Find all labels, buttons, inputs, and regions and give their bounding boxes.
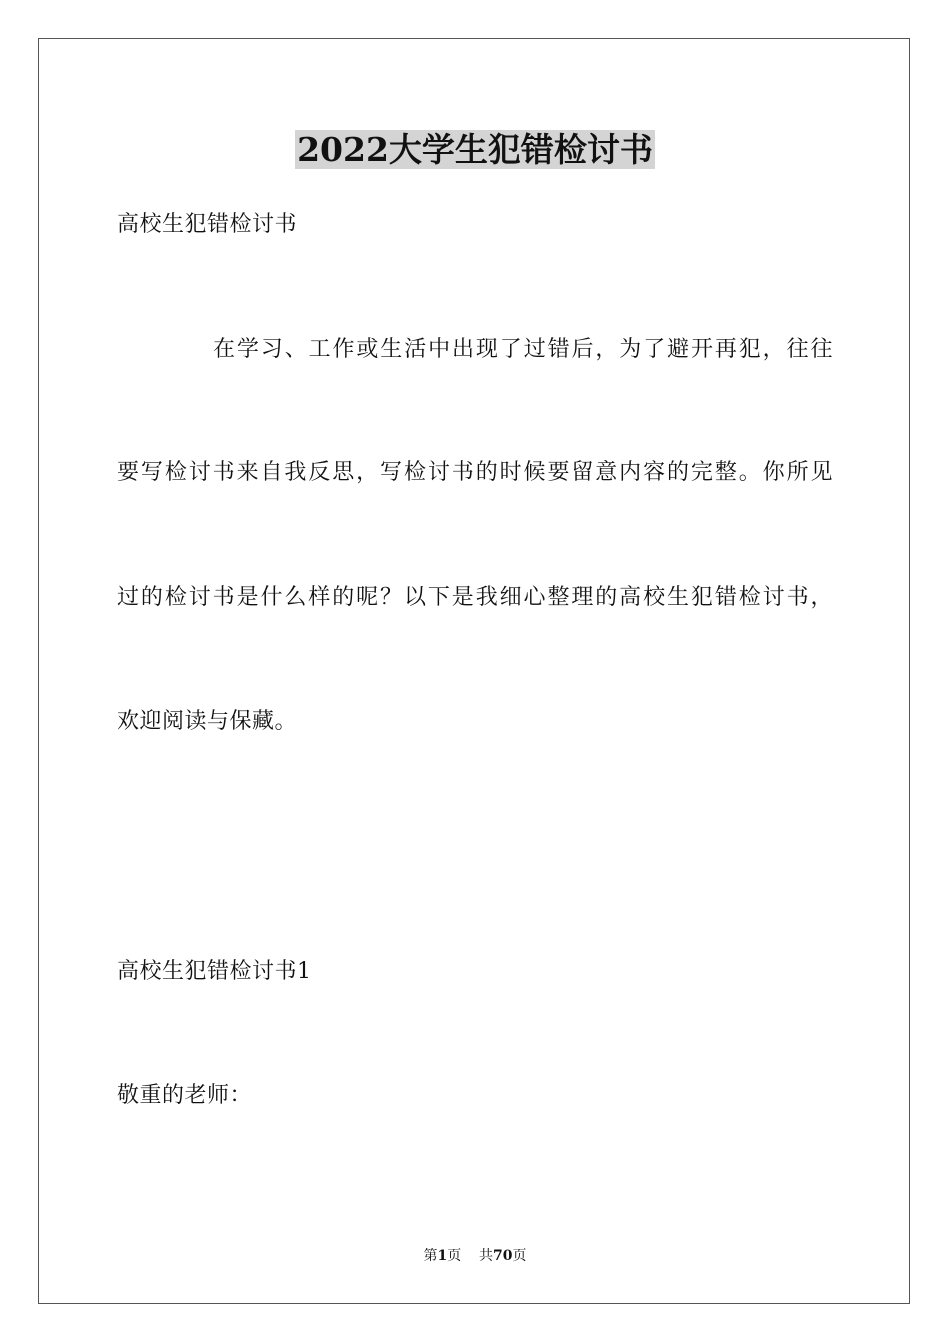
document-subtitle: 高校生犯错检讨书 bbox=[117, 212, 298, 237]
footer-total-prefix: 共 bbox=[479, 1248, 494, 1264]
footer-page-total: 70 bbox=[493, 1248, 513, 1264]
footer-total-suffix: 页 bbox=[512, 1248, 527, 1264]
salutation: 敬重的老师： bbox=[117, 1083, 253, 1108]
footer-page-prefix: 第 bbox=[423, 1248, 438, 1264]
intro-line-1: 在学习、工作或生活中出现了过错后，为了避开再犯，往往 bbox=[213, 337, 833, 362]
document-title bbox=[0, 128, 950, 172]
footer-page-suffix: 页 bbox=[447, 1248, 462, 1264]
section-heading: 高校生犯错检讨书1 bbox=[117, 959, 312, 984]
document-title-text: 2022大学生犯错检讨书 bbox=[297, 130, 653, 169]
footer-page-current: 1 bbox=[437, 1248, 448, 1264]
intro-line-4: 欢迎阅读与保藏。 bbox=[117, 709, 298, 734]
intro-line-2: 要写检讨书来自我反思，写检讨书的时候要留意内容的完整。你所见 bbox=[117, 460, 833, 485]
page-footer bbox=[0, 1246, 950, 1266]
intro-line-3: 过的检讨书是什么样的呢？以下是我细心整理的高校生犯错检讨书， bbox=[117, 585, 833, 610]
